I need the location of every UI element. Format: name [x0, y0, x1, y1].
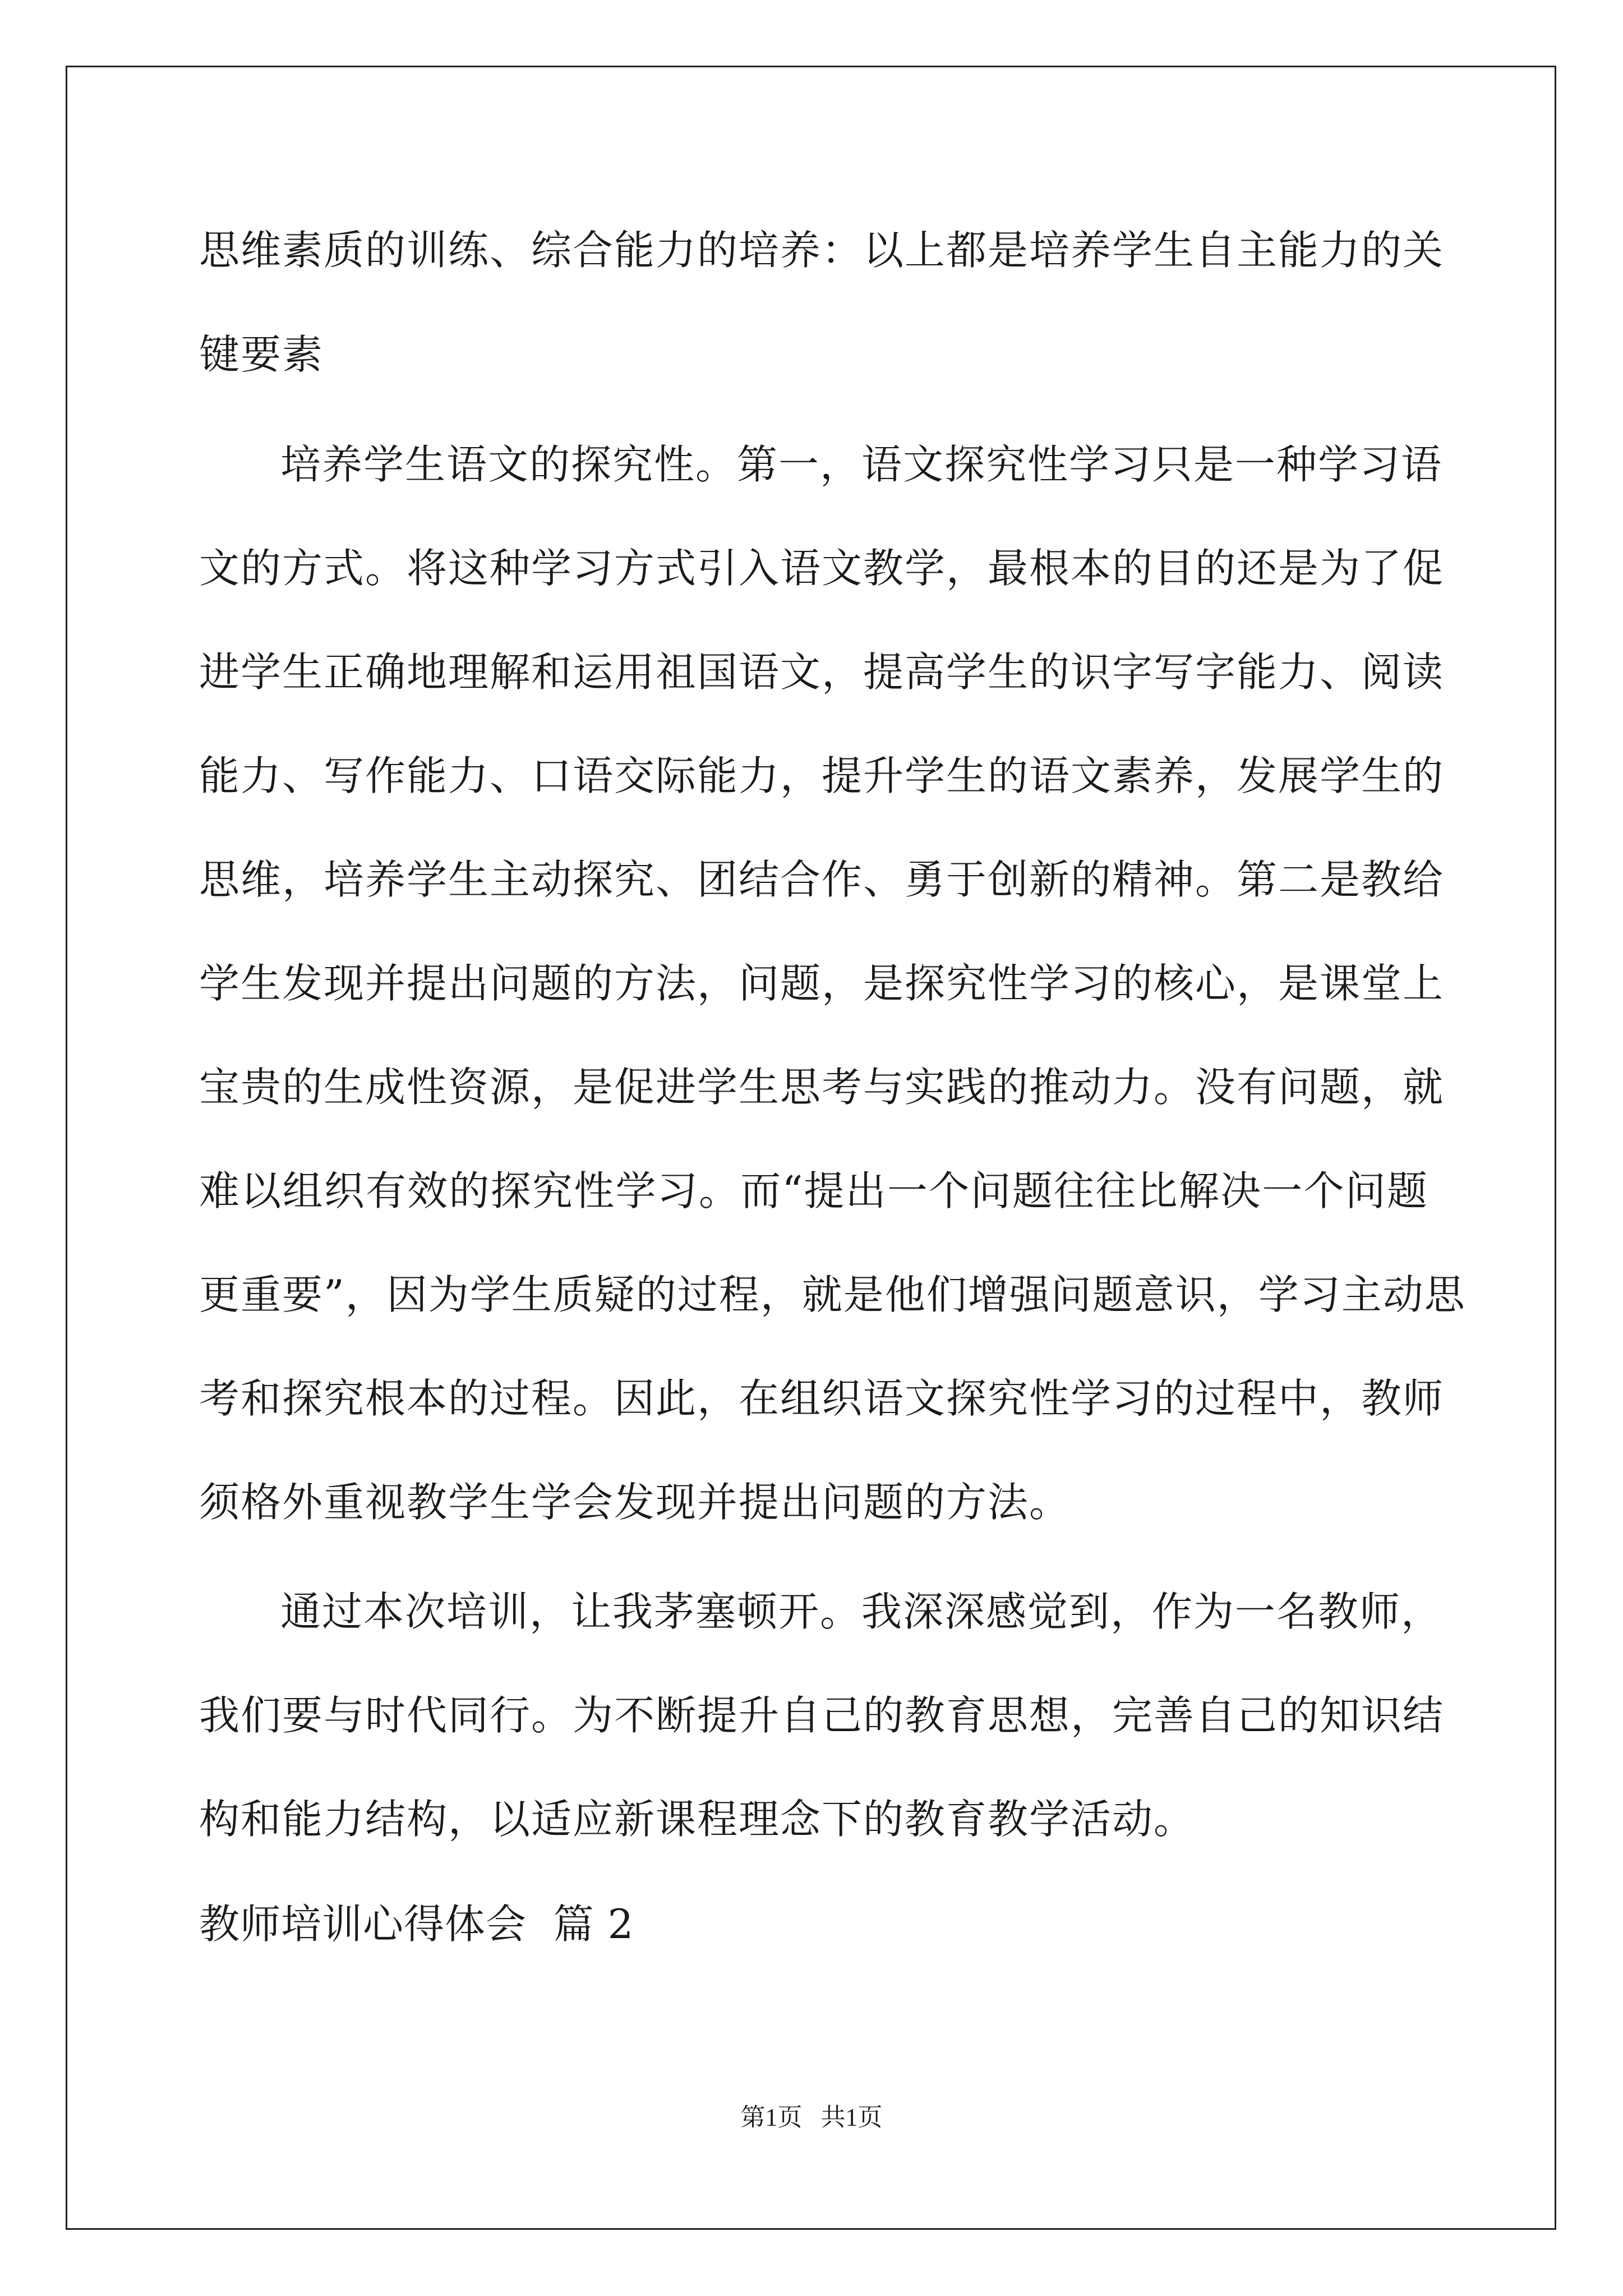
text-line: 能力、写作能力、口语交际能力，提升学生的语文素养，发展学生的 [199, 752, 1445, 799]
text-line: 我们要与时代同行。为不断提升自己的教育思想，完善自己的知识结 [199, 1692, 1445, 1739]
text-line: 通过本次培训，让我茅塞顿开。我深深感觉到，作为一名教师， [280, 1588, 1443, 1635]
text-line: 构和能力结构，以适应新课程理念下的教育教学活动。 [199, 1796, 1196, 1843]
text-line: 键要素 [199, 331, 324, 378]
text-line: 进学生正确地理解和运用祖国语文，提高学生的识字写字能力、阅读 [199, 648, 1445, 696]
page-number: 第1页 共1页 [740, 2104, 883, 2131]
text-line: 学生发现并提出问题的方法，问题，是探究性学习的核心，是课堂上 [199, 960, 1445, 1007]
text-line: 宝贵的生成性资源，是促进学生思考与实践的推动力。没有问题，就 [199, 1064, 1445, 1111]
text-line: 难以组织有效的探究性学习。而“提出一个问题往往比解决一个问题 [199, 1167, 1428, 1214]
text-line: 须格外重视教学生学会发现并提出问题的方法。 [199, 1479, 1071, 1526]
text-line: 文的方式。将这种学习方式引入语文教学，最根本的目的还是为了促 [199, 545, 1445, 592]
section-heading: 教师培训心得体会 篇 2 [199, 1901, 634, 1948]
text-line: 思维，培养学生主动探究、团结合作、勇于创新的精神。第二是教给 [199, 856, 1445, 903]
text-line: 考和探究根本的过程。因此，在组织语文探究性学习的过程中，教师 [199, 1375, 1445, 1422]
text-line: 培养学生语文的探究性。第一，语文探究性学习只是一种学习语 [280, 441, 1443, 488]
text-line: 思维素质的训练、综合能力的培养：以上都是培养学生自主能力的关 [199, 227, 1445, 274]
text-line: 更重要”，因为学生质疑的过程，就是他们增强问题意识，学习主动思 [199, 1271, 1466, 1318]
